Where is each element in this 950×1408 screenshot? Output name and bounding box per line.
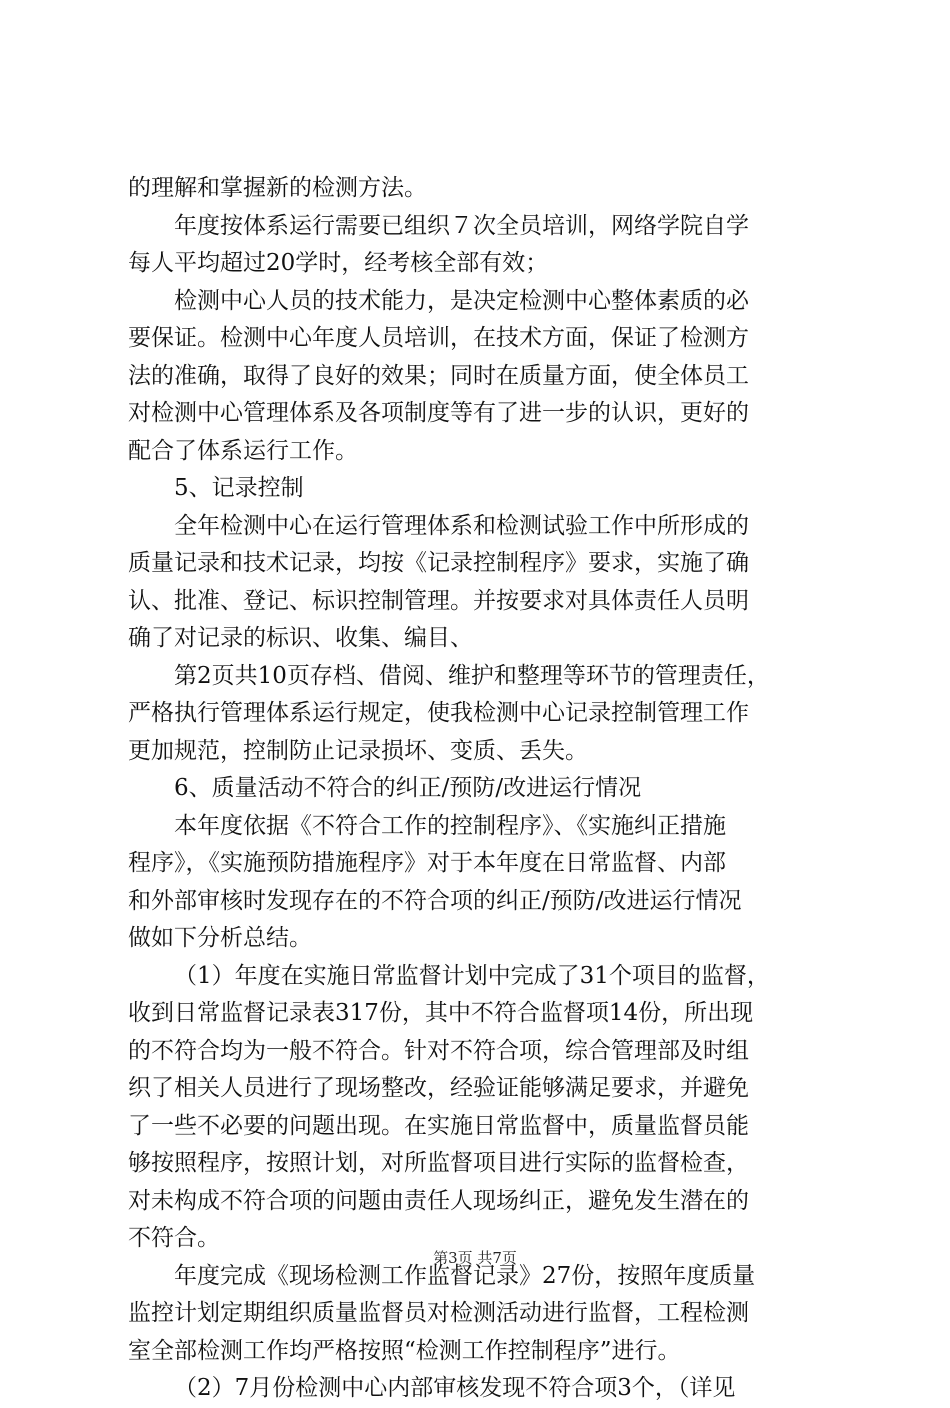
text-line: 监控计划定期组织质量监督员对检测活动进行监督，工程检测	[128, 1300, 749, 1326]
page-footer: 第3页 共7页	[433, 1249, 517, 1267]
text-line: 5、记录控制	[174, 475, 304, 501]
text-line: 检测中心人员的技术能力，是决定检测中心整体素质的必	[174, 287, 749, 314]
text-line: 配合了体系运行工作。	[128, 437, 358, 464]
text-line: （1）年度在实施日常监督计划中完成了31个项目的监督，	[174, 962, 770, 989]
text-line: 和外部审核时发现存在的不符合项的纠正/预防/改进运行情况	[128, 887, 742, 914]
text-line: 室全部检测工作均严格按照“检测工作控制程序”进行。	[128, 1337, 681, 1364]
text-line: 第2页共10页存档、借阅、维护和整理等环节的管理责任，	[174, 662, 770, 689]
document-body	[128, 170, 838, 1408]
text-line: 严格执行管理体系运行规定，使我检测中心记录控制管理工作	[128, 700, 749, 726]
text-line: 不符合。	[128, 1225, 220, 1251]
text-line: 收到日常监督记录表317份，其中不符合监督项14份，所出现	[128, 1000, 754, 1026]
text-line: 法的准确，取得了良好的效果；同时在质量方面，使全体员工	[128, 362, 749, 389]
text-line: 6、质量活动不符合的纠正/预防/改进运行情况	[174, 775, 642, 801]
text-line: 每人平均超过20学时，经考核全部有效；	[128, 250, 549, 276]
text-line: （2）7月份检测中心内部审核发现不符合项3个，（详见	[174, 1375, 736, 1401]
text-line: 年度完成《现场检测工作监督记录》27份，按照年度质量	[174, 1262, 756, 1289]
text-line: 了一些不必要的问题出现。在实施日常监督中，质量监督员能	[128, 1112, 749, 1139]
text-line: 要保证。检测中心年度人员培训，在技术方面，保证了检测方	[128, 325, 749, 351]
text-line: 年度按体系运行需要已组织７次全员培训，网络学院自学	[174, 212, 749, 239]
text-line: 够按照程序，按照计划，对所监督项目进行实际的监督检查，	[128, 1150, 749, 1176]
text-line: 更加规范，控制防止记录损坏、变质、丢失。	[128, 737, 588, 764]
text-line: 织了相关人员进行了现场整改，经验证能够满足要求，并避免	[128, 1075, 749, 1101]
text-line: 本年度依据《不符合工作的控制程序》、《实施纠正措施	[174, 812, 726, 839]
text-line: 做如下分析总结。	[128, 925, 312, 951]
text-line: 的不符合均为一般不符合。针对不符合项，综合管理部及时组	[128, 1037, 749, 1064]
text-line: 全年检测中心在运行管理体系和检测试验工作中所形成的	[174, 512, 749, 539]
text-line: 程序》，《实施预防措施程序》对于本年度在日常监督、内部	[128, 850, 726, 876]
text-line: 认、批准、登记、标识控制管理。并按要求对具体责任人员明	[128, 587, 749, 614]
text-line: 质量记录和技术记录，均按《记录控制程序》要求，实施了确	[128, 550, 749, 576]
text-line: 对未构成不符合项的问题由责任人现场纠正，避免发生潜在的	[128, 1187, 749, 1214]
text-line: 确了对记录的标识、收集、编目、	[128, 625, 473, 651]
text-line: 对检测中心管理体系及各项制度等有了进一步的认识，更好的	[128, 400, 749, 426]
text-line: 的理解和掌握新的检测方法。	[128, 175, 427, 201]
